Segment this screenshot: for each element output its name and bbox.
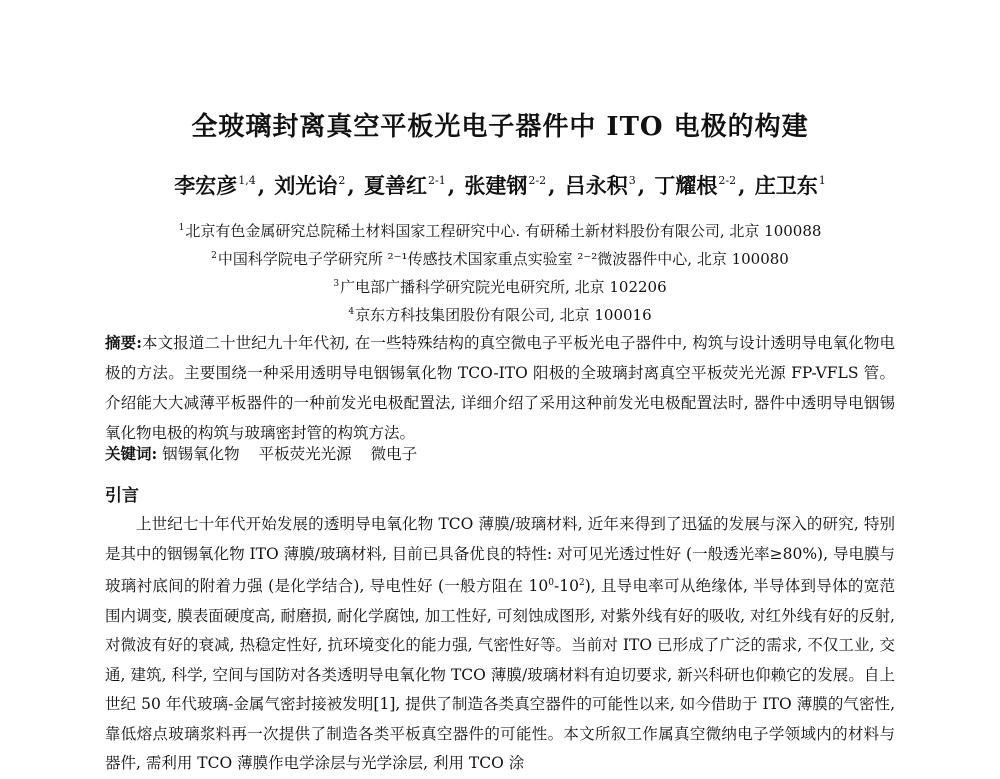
keywords-label: 关键词:	[105, 444, 158, 463]
author-list: 李宏彦$^{1,4}$, 刘光诒$^2$, 夏善红$^{2-1}$, 张建钢$^{2-2}$, 吕永积$^3$, 丁耀根$^{2-2}$, 庄卫东$^1$	[174, 173, 826, 198]
keyword: 微电子	[370, 445, 418, 463]
author: 刘光诒$^2$	[274, 173, 346, 198]
affiliation: $^2$中国科学院电子学研究所 ²⁻¹传感技术国家重点实验室 ²⁻²微波器件中心, 北京 100080	[211, 250, 789, 268]
affiliation-list	[0, 214, 1000, 326]
author: 张建钢$^{2-2}$	[464, 173, 547, 198]
section-heading: 引言	[105, 486, 139, 506]
body-paragraph: 上世纪七十年代开始发展的透明导电氧化物 TCO 薄膜/玻璃材料, 近年来得到了迅猛的发展与深入的研究, 特别是其中的铟锡氧化物 ITO 薄膜/玻璃材料, 目前已具备优良的特性: 对可见光透过性好 (一般透光率≥80%), 导电膜与玻璃衬底间的附着力强 (是化学结合), 导电性好 (一般方阻在 $10^0-10^2$), 且导电率可从绝缘体, 半导体到导体的宽范围内调变, 膜表面硬度高, 耐磨损, 耐化学腐蚀, 加工性好, 可刻蚀成图形, 对紫外线有好的吸收, 对红外线有好的反射, 对微波有好的衰减, 热稳定性好, 抗环境变化的能力强, 气密性好等。当前对 ITO 已形成了广泛的需求, 不仅工业, 交通, 建筑, 科学, 空间与国防对各类透明导电氧化物 TCO 薄膜/玻璃材料有迫切要求, 新兴科研也仰赖它的发展。自上世纪 50 年代玻璃-金属气密封接被发明[1], 提供了制造各类真空器件的可能性以来, 如今借助于 ITO 薄膜的气密性, 靠低熔点玻璃浆料再一次提供了制造各类平板真空器件的可能性。本文所叙工作属真空微纳电子学领域内的材料与器件, 需利用 TCO 薄膜作电学涂层与光学涂层, 利用 TCO 涂	[105, 515, 895, 772]
abstract-text: 本文报道二十世纪九十年代初, 在一些特殊结构的真空微电子平板光电子器件中, 构筑与设计透明导电氧化物电极的方法。主要围绕一种采用透明导电铟锡氧化物 TCO-ITO 阳极的全玻璃封离真空平板荧光光源 FP-VFLS 管。介绍能大大减薄平板器件的一种前发光电极配置法, 详细介绍了采用这种前发光电极配置法时, 器件中透明导电铟锡氧化物电极的构筑与玻璃密封管的构筑方法。	[105, 334, 895, 442]
author: 李宏彦$^{1,4}$	[174, 173, 256, 198]
affiliation: $^4$京东方科技集团股份有限公司, 北京 100016	[348, 306, 652, 324]
keywords	[105, 440, 895, 468]
author: 丁耀根$^{2-2}$	[654, 173, 737, 198]
author: 吕永积$^3$	[564, 173, 636, 198]
author: 夏善红$^{2-1}$	[364, 173, 446, 198]
abstract	[105, 328, 895, 448]
keyword: 平板荧光光源	[258, 445, 352, 463]
paper-title: 全玻璃封离真空平板光电子器件中 ITO 电极的构建	[191, 112, 809, 142]
keyword: 铟锡氧化物	[162, 445, 240, 463]
author: 庄卫东$^1$	[754, 173, 826, 198]
affiliation: $^1$北京有色金属研究总院稀土材料国家工程研究中心. 有研稀土新材料股份有限公司, 北京 100088	[178, 222, 822, 240]
abstract-label: 摘要:	[105, 333, 142, 352]
affiliation: $^3$广电部广播科学研究院光电研究所, 北京 102206	[333, 278, 667, 296]
